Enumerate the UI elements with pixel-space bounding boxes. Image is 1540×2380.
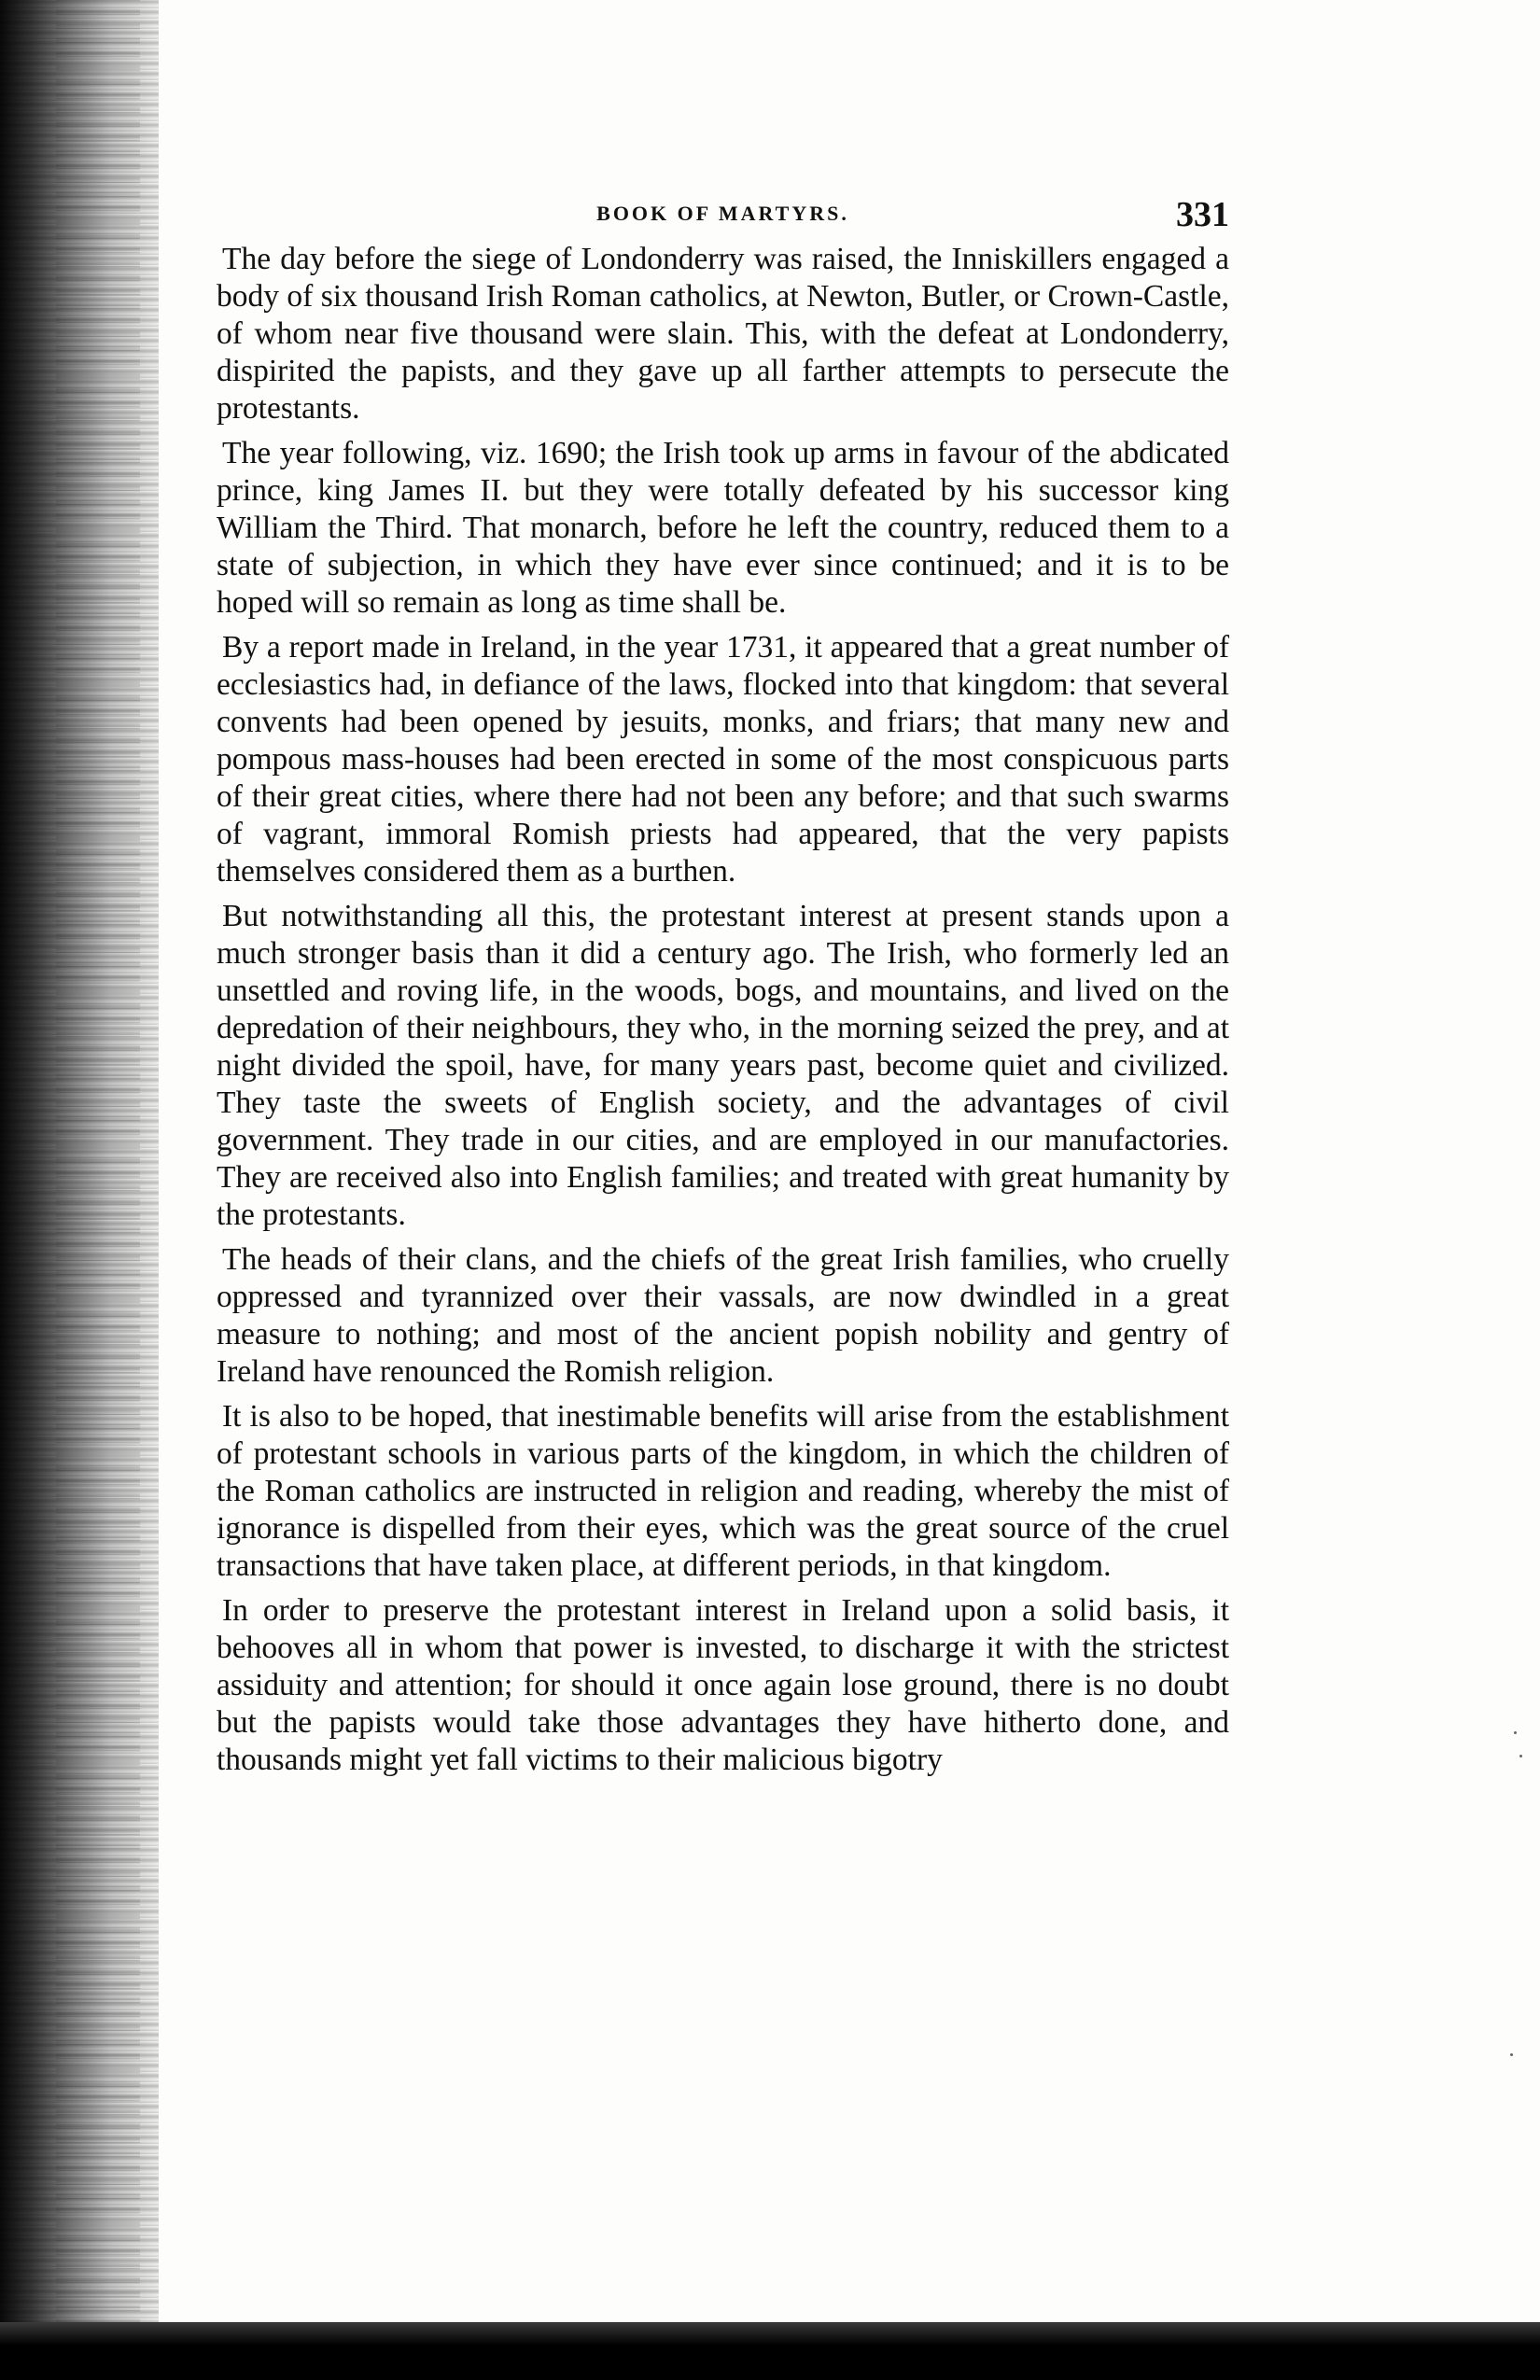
paragraph: The heads of their clans, and the chiefs of the great Irish families, who cruelly oppressed and tyrannized over their vassals, are now dwindled in a great measure to nothing; and most of the ancient popish nobility and gentry of Ireland have renounced the Romish religion. xyxy=(217,1242,1229,1389)
running-head xyxy=(217,194,1229,234)
paragraph: The year following, viz. 1690; the Irish took up arms in favour of the abdicated prince, king James II. but they were totally defeated by his successor king William the Third. That monarch, before he left the country, reduced them to a state of subjection, in which they have ever since continued; and it is to be hoped will so remain as long as time shall be. xyxy=(217,436,1229,620)
scan-speck xyxy=(1510,2053,1513,2056)
scan-speck xyxy=(1514,1731,1517,1734)
page-number: 331 xyxy=(1176,195,1229,234)
scan-speck xyxy=(1519,1755,1522,1757)
body-text xyxy=(217,241,1229,1786)
scan-bottom-edge xyxy=(0,2322,1540,2380)
paragraph: The day before the siege of Londonderry was raised, the Inniskillers engaged a body of six thousand Irish Roman catholics, at Newton, Butler, or Crown-Castle, of whom near five thousand were slain. This, with the defeat at Londonderry, dispirited the papists, and they gave up all farther attempts to persecute the protestants. xyxy=(217,242,1229,426)
paragraph: But notwithstanding all this, the protestant interest at present stands upon a much stronger basis than it did a century ago. The Irish, who formerly led an unsettled and roving life, in the woods, bogs, and mountains, and lived on the depredation of their neighbours, they who, in the morning seized the prey, and at night divided the spoil, have, for many years past, become quiet and civilized. They taste the sweets of English society, and the advantages of civil government. They trade in our cities, and are employed in our manufactories. They are received also into English families; and treated with great humanity by the protestants. xyxy=(217,899,1229,1232)
paragraph: It is also to be hoped, that inestimable benefits will arise from the establishment of protestant schools in various parts of the kingdom, in which the children of the Roman catholics are instructed in religion and reading, whereby the mist of ignorance is dispelled from their eyes, which was the great source of the cruel transactions that have taken place, at different periods, in that kingdom. xyxy=(217,1399,1229,1583)
paragraph: In order to preserve the protestant interest in Ireland upon a solid basis, it behooves all in whom that power is invested, to discharge it with the strictest assiduity and attention; for should it once again lose ground, there is no doubt but the papists would take those advantages they have hitherto done, and thousands might yet fall victims to their malicious bigotry xyxy=(217,1593,1229,1777)
paragraph: By a report made in Ireland, in the year 1731, it appeared that a great number of ecclesiastics had, in defiance of the laws, flocked into that kingdom: that several convents had been opened by jesuits, monks, and friars; that many new and pompous mass-houses had been erected in some of the most conspicuous parts of their great cities, where there had not been any before; and that such swarms of vagrant, immoral Romish priests had appeared, that the very papists themselves considered them as a burthen. xyxy=(217,630,1229,889)
running-title: BOOK OF MARTYRS. xyxy=(596,202,849,225)
scan-binding-texture xyxy=(56,0,140,2380)
